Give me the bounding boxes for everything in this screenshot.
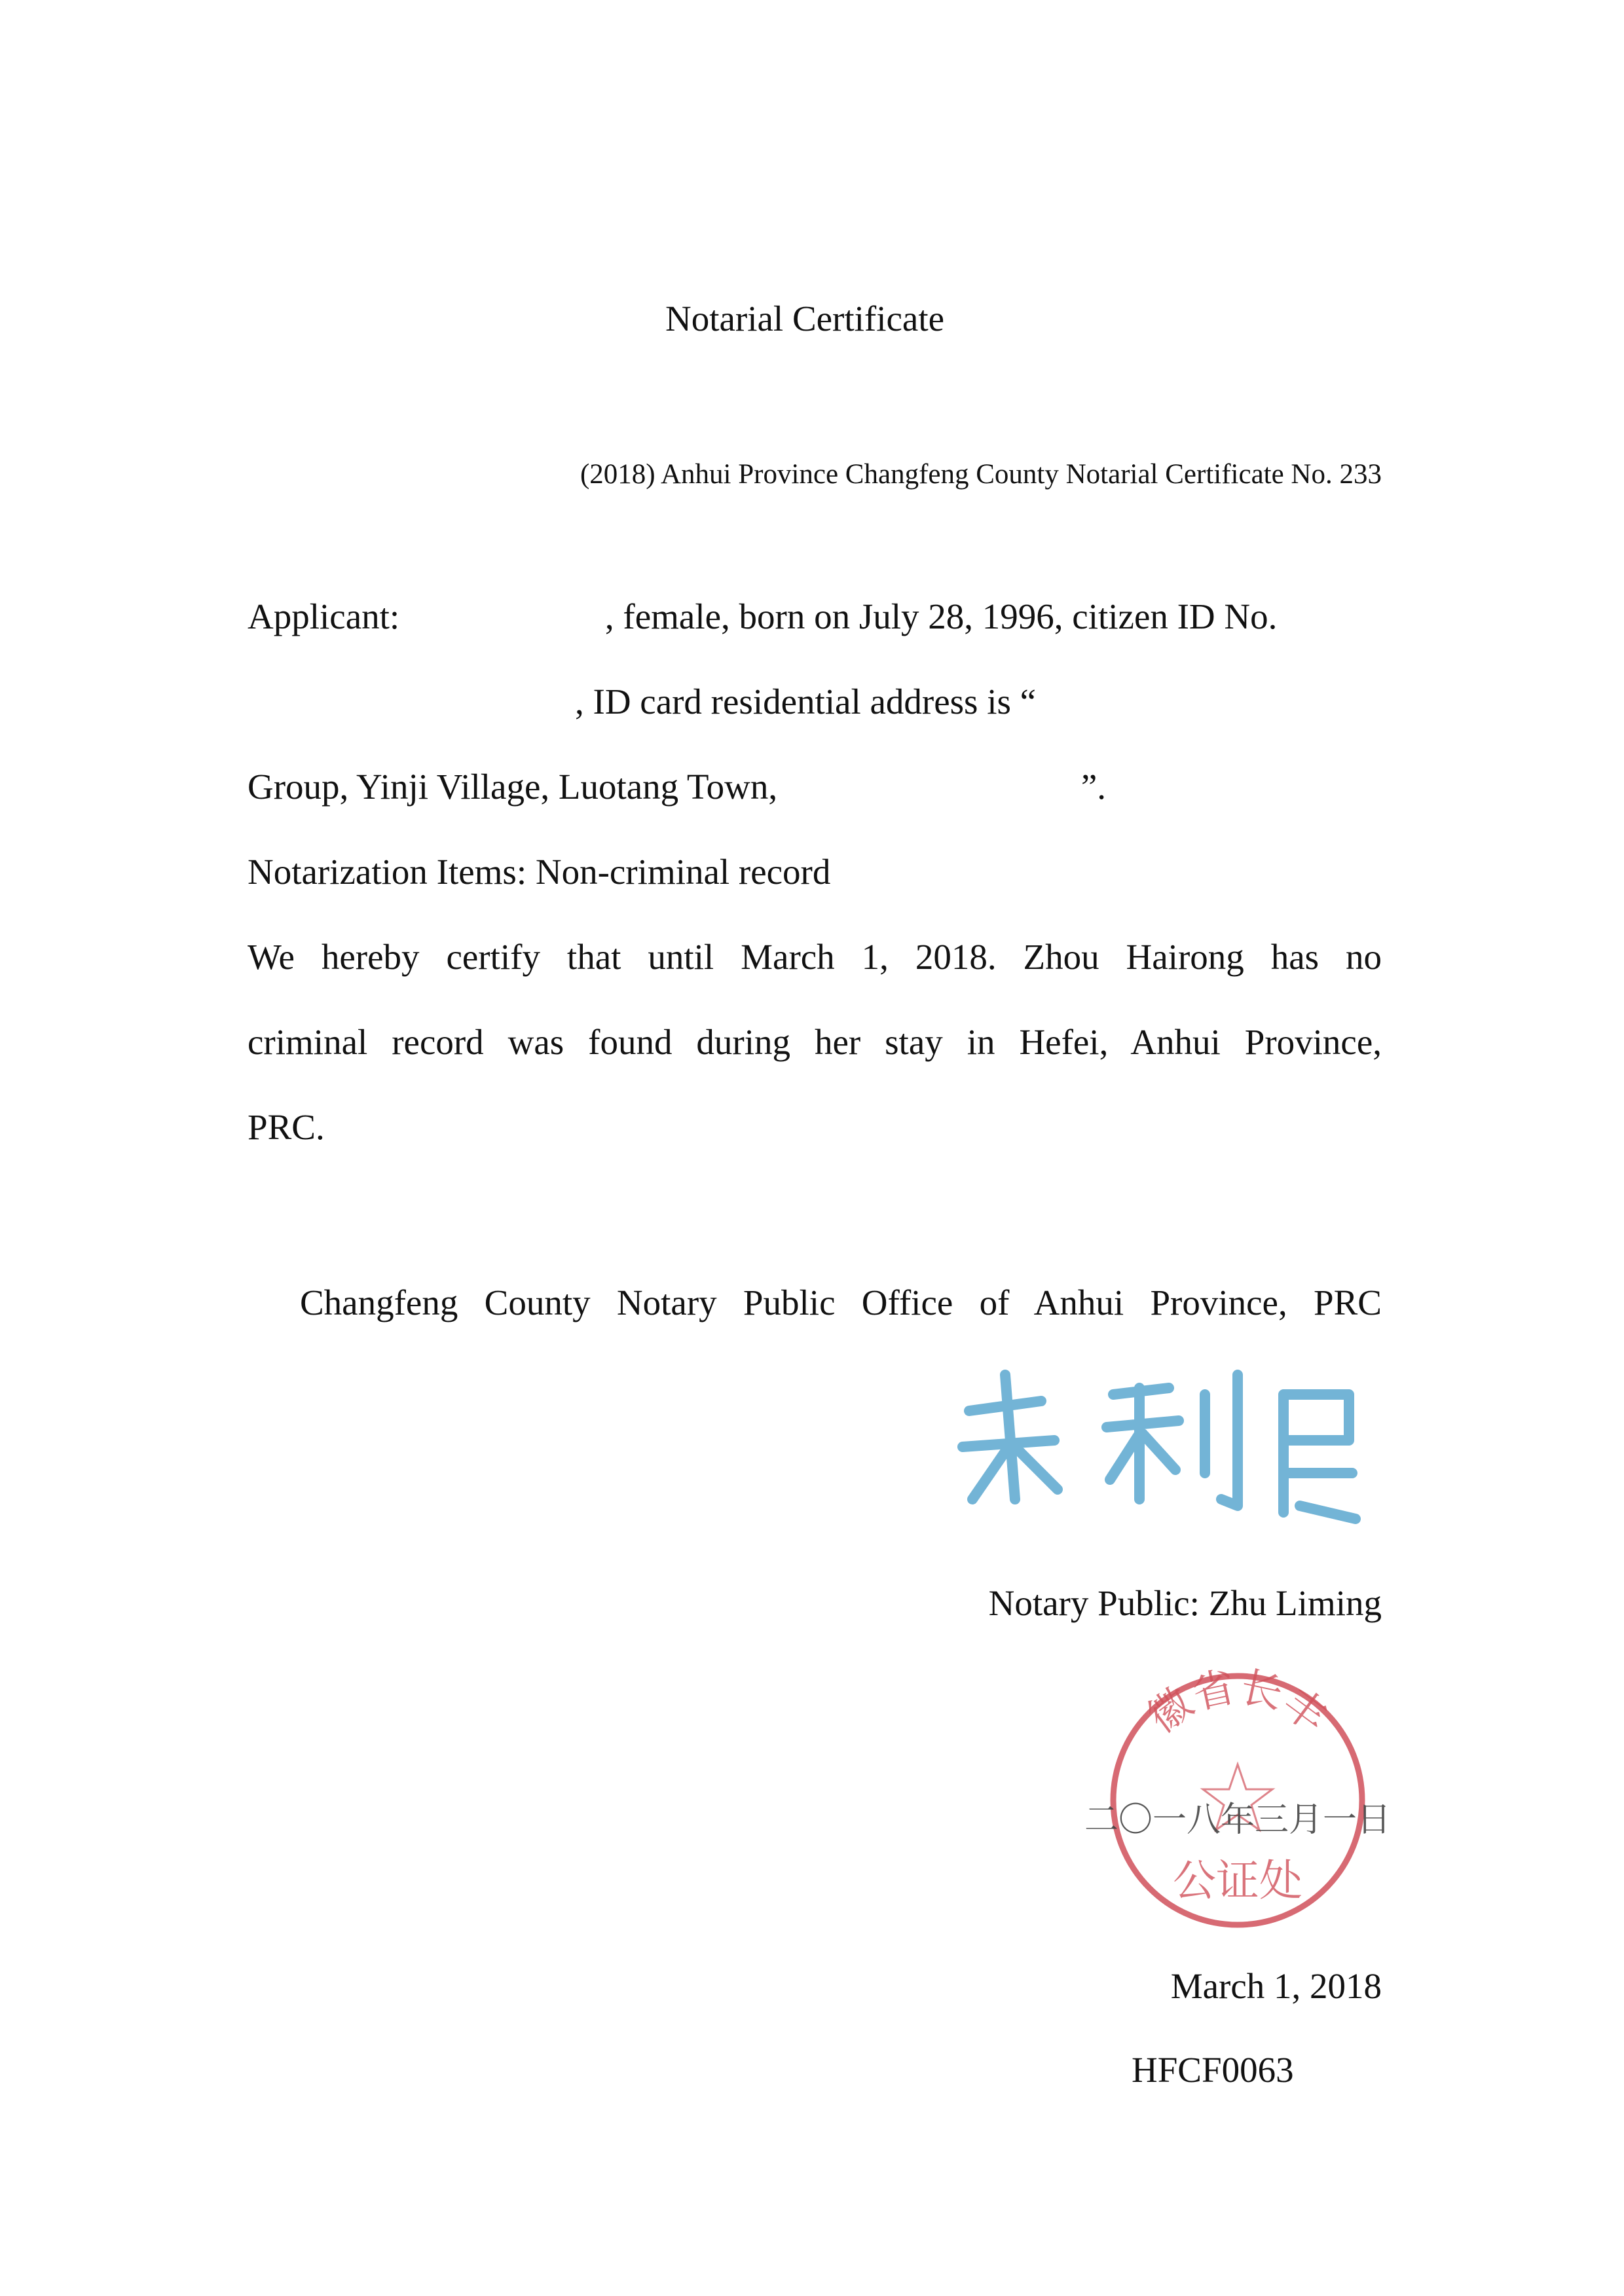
- certificate-number: (2018) Anhui Province Changfeng County Notarial Certificate No. 233: [580, 459, 1382, 490]
- redacted-county: [786, 766, 1081, 807]
- seal-top-text: 徽省长丰: [1139, 1662, 1336, 1743]
- certificate-date: March 1, 2018: [1170, 1966, 1382, 2006]
- certify-line-1: We hereby certify that until March 1, 2018. Zhou Hairong has no: [248, 937, 1382, 977]
- address-locality: Group, Yinji Village, Luotang Town,: [248, 767, 786, 807]
- applicant-line-3: [248, 766, 1382, 818]
- notary-signature: [943, 1349, 1362, 1532]
- signature-text: 朱利民: [1143, 1523, 1162, 1531]
- redacted-name: [409, 596, 605, 637]
- redacted-address: [1036, 681, 1285, 722]
- address-intro: , ID card residential address is “: [575, 682, 1037, 721]
- notary-public-name: Notary Public: Zhu Liming: [988, 1583, 1382, 1623]
- applicant-line-2: [248, 681, 1382, 733]
- applicant-line-1: [248, 596, 1382, 648]
- applicant-details: , female, born on July 28, 1996, citizen ID No.: [604, 596, 1278, 636]
- document-title: Notarial Certificate: [665, 299, 945, 338]
- address-close: ”.: [1080, 767, 1107, 807]
- certify-line-3: PRC.: [248, 1107, 325, 1147]
- seal-bottom-text: 公证处: [1173, 1855, 1302, 1906]
- certify-line-2: criminal record was found during her stay in Hefei, Anhui Province,: [248, 1022, 1382, 1062]
- notarization-items: Notarization Items: Non-criminal record: [248, 852, 831, 892]
- reference-number: HFCF0063: [1132, 2050, 1294, 2090]
- notary-office: Changfeng County Notary Public Office of Anhui Province, PRC: [300, 1283, 1382, 1322]
- seal-date-text: 二〇一八年三月一日: [1084, 1800, 1392, 1840]
- official-seal: [1084, 1660, 1392, 1941]
- applicant-label: Applicant:: [248, 596, 409, 636]
